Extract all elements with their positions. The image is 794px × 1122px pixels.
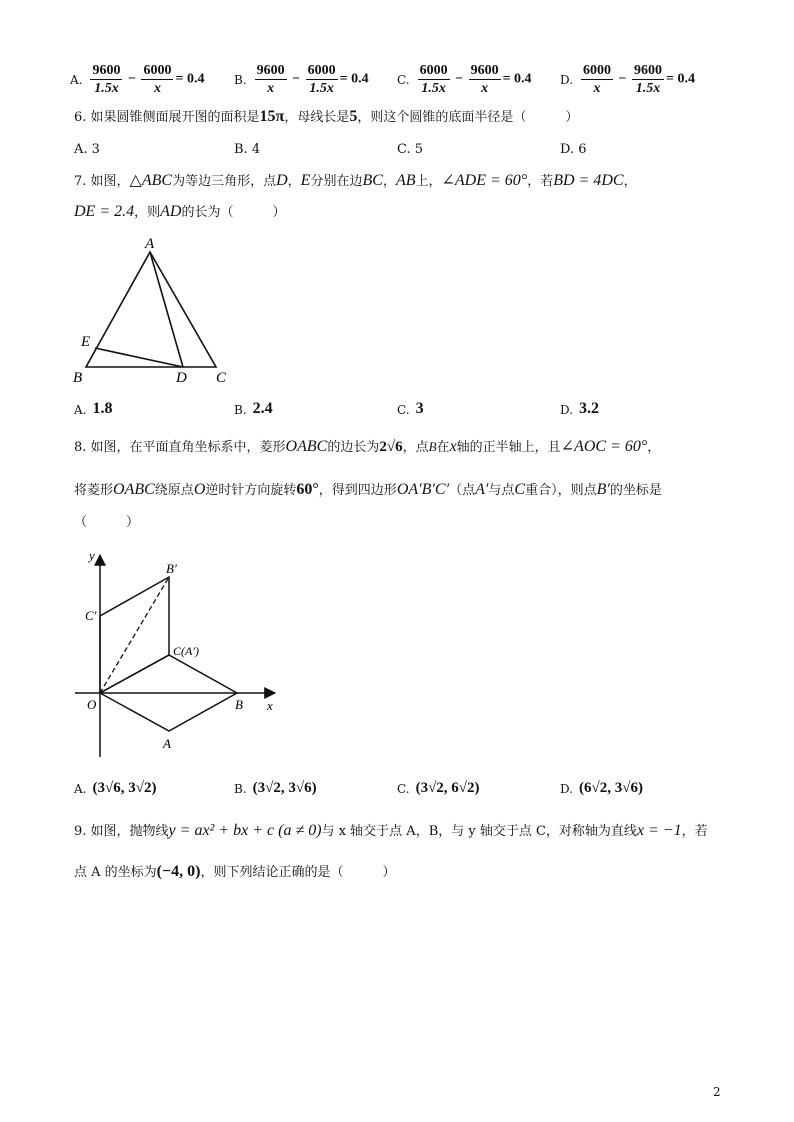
label-b: B: [235, 697, 243, 712]
label-c1: C′: [85, 608, 97, 623]
fraction: $\frac{6000}{x}$: [143, 63, 172, 96]
q6-option-c: C. 5: [397, 142, 424, 157]
fraction: $\frac{9600}{1.5x}$: [92, 63, 121, 96]
q7-stem-line2: DE = 2.4，则AD的长为（ ）: [74, 203, 286, 220]
q5-option-b: B. $\frac{9600}{x}$ − $\frac{6000}{1.5x}$ = 0.4: [234, 63, 369, 96]
segment-ad: [150, 252, 183, 367]
q8-stem-line3: （ ）: [74, 515, 140, 530]
q5-option-a: A. $\frac{9600}{1.5x}$ − $\frac{6000}{x}$ = 0.4: [70, 63, 205, 96]
label-c: C: [216, 370, 227, 386]
segment-ed: [95, 348, 183, 367]
page-number: 2: [713, 1085, 721, 1099]
dashed-ob1: [100, 577, 169, 693]
label-x: x: [267, 698, 273, 713]
q8-option-d: D. (6√2, 3√6): [560, 780, 643, 796]
q7-option-a: A. 1.8: [74, 400, 113, 417]
fraction: $\frac{6000}{1.5x}$: [419, 63, 448, 96]
q6-stem: 6. 如果圆锥侧面展开图的面积是15π，母线长是5，则这个圆锥的底面半径是（ ）: [74, 108, 579, 125]
label-d: D: [176, 370, 187, 386]
label-a: A: [145, 236, 155, 252]
q8-option-b: B. (3√2, 3√6): [234, 780, 317, 796]
q9-stem-line1: 9. 如图，抛物线y = ax² + bx + c (a ≠ 0)与 x 轴交于点 A，B，与 y 轴交于点 C，对称轴为直线x = −1，若: [74, 822, 708, 839]
fraction: $\frac{9600}{1.5x}$: [634, 63, 662, 96]
q5-option-d: D. $\frac{6000}{x}$ − $\frac{9600}{1.5x}$ = 0.4: [560, 63, 695, 96]
q7-triangle-figure: [70, 230, 240, 390]
q9-stem-line2: 点 A 的坐标为(−4, 0)，则下列结论正确的是（ ）: [74, 863, 396, 880]
q6-option-b: B. 4: [234, 142, 261, 157]
fraction: $\frac{6000}{x}$: [583, 63, 612, 96]
fraction: $\frac{6000}{1.5x}$: [307, 63, 336, 96]
q7-stem-line1: 7. 如图，△ABC为等边三角形，点D，E分别在边BC，AB上，∠ADE = 60°，若BD = 4DC，: [74, 172, 637, 189]
option-label: C.: [397, 72, 410, 87]
q7-option-c: C. 3: [397, 400, 424, 417]
label-e: E: [81, 334, 91, 350]
option-label: B.: [234, 72, 247, 87]
label-b1: B′: [166, 561, 177, 576]
q8-stem-line2: 将菱形OABC绕原点O逆时针方向旋转60°，得到四边形OA′B′C′（点A′与点C重合），则点B′的坐标是: [74, 481, 662, 498]
label-y: y: [89, 548, 95, 563]
label-a: A: [163, 736, 171, 751]
q8-option-c: C. (3√2, 6√2): [397, 780, 480, 796]
q6-option-d: D. 6: [560, 142, 587, 157]
q8-option-a: A. (3√6, 3√2): [74, 780, 157, 796]
label-c-a1: C(A′): [173, 644, 199, 658]
option-label: D.: [560, 72, 574, 87]
q7-option-b: B. 2.4: [234, 400, 273, 417]
fraction: $\frac{9600}{x}$: [256, 63, 285, 96]
q8-coordinate-figure: [70, 545, 290, 760]
label-b: B: [73, 370, 83, 386]
q6-option-a: A. 3: [74, 142, 100, 157]
q7-option-d: D. 3.2: [560, 400, 600, 417]
q5-option-c: C. $\frac{6000}{1.5x}$ − $\frac{9600}{x}$ = 0.4: [397, 63, 532, 96]
fraction: $\frac{9600}{x}$: [470, 63, 499, 96]
option-label: A.: [70, 72, 83, 87]
q8-stem-line1: 8. 如图，在平面直角坐标系中，菱形OABC的边长为2√6，点B在x轴的正半轴上，且∠AOC = 60°，: [74, 438, 661, 455]
label-o: O: [87, 697, 97, 712]
